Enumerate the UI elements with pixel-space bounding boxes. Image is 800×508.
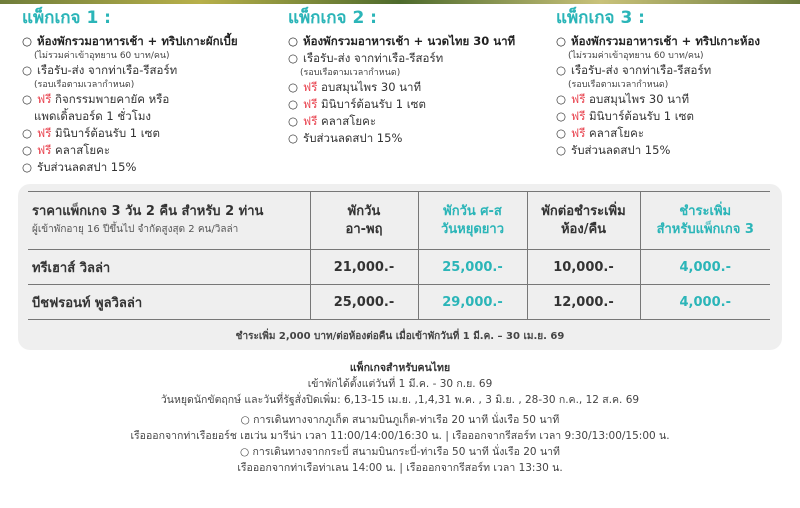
package-free: คลาสโยคะ — [321, 114, 377, 128]
free-label: ฟรี — [303, 80, 318, 94]
free-label: ฟรี — [37, 126, 52, 140]
free-label: ฟรี — [37, 143, 52, 157]
package-note: (รอบเรือตามเวลากำหนด) — [34, 80, 135, 90]
package-free: มินิบาร์ต้อนรับ 1 เซต — [55, 126, 160, 140]
info-krabi: ○ การเดินทางจากกระบี่ สนามบินกระบี่-ท่าเรือ 50 นาที นั่งเรือ 20 นาที — [240, 446, 560, 458]
info-krabi-boat: เรือออกจากท่าเรือท่าเลน 14:00 น. | เรือออกจากรีสอร์ท เวลา 13:30 น. — [237, 462, 563, 474]
package-note: (รอบเรือตามเวลากำหนด) — [300, 68, 401, 78]
price-card — [18, 184, 782, 350]
package-title: แพ็กเกจ 2 : — [288, 8, 377, 28]
table-row — [28, 250, 770, 285]
package-free: อบสมุนไพร 30 นาที — [321, 80, 422, 94]
free-label: ฟรี — [37, 92, 52, 106]
free-label: ฟรี — [303, 97, 318, 111]
col-header: วันหยุดยาว — [440, 221, 505, 237]
col-header: พักต่อชำระเพิ่ม — [541, 203, 626, 219]
price-cell: 12,000.- — [527, 285, 640, 320]
package-main: ห้องพักรวมอาหารเช้า + ทริปเกาะห้อง — [571, 34, 761, 48]
table-header-row — [28, 192, 770, 250]
info-phuket: ○ การเดินทางจากภูเก็ต สนามบินภูเก็ต-ท่าเรือ 20 นาที นั่งเรือ 50 นาที — [240, 414, 560, 426]
info-period: เข้าพักได้ตั้งแต่วันที่ 1 มี.ค. - 30 ก.ย. 69 — [307, 378, 493, 390]
package-1: แพ็กเกจ 1 : ○ ห้องพักรวมอาหารเช้า + ทริปเกาะผักเบี้ย (ไม่รวมค่าเข้าอุทยาน 60 บาท/คน) ○ เรือรับ-ส่ง จากท่าเรือ-รีสอร์ท (รอบเรือตามเวลากำหนด) ○ ฟรี กิจกรรมพายคายัค หรือ แพดเดิ้ลบอร์ด 1 ชั่วโมง ○ ฟรี มินิบาร์ต้อนรับ 1 เซต ○ ฟรี คลาสโยคะ ○ รับส่วนลดสปา 15% — [22, 8, 238, 174]
price-table — [28, 191, 770, 320]
header-photo-strip — [0, 0, 800, 4]
col-header: พักวัน — [347, 203, 381, 219]
row-name: บีชฟรอนท์ พูลวิลล่า — [28, 285, 310, 320]
table-subtitle: ผู้เข้าพักอายุ 16 ปีขึ้นไป จำกัดสูงสุด 2 คน/วิลล่า — [32, 223, 239, 235]
package-free: มินิบาร์ต้อนรับ 1 เซต — [321, 97, 426, 111]
package-2: แพ็กเกจ 2 : ○ ห้องพักรวมอาหารเช้า + นวดไทย 30 นาที ○ เรือรับ-ส่ง จากท่าเรือ-รีสอร์ท (รอบเรือตามเวลากำหนด) ○ ฟรี อบสมุนไพร 30 นาที ○ ฟรี มินิบาร์ต้อนรับ 1 เซต ○ ฟรี คลาสโยคะ ○ รับส่วนลดสปา 15% — [288, 8, 516, 145]
package-discount: รับส่วนลดสปา 15% — [37, 160, 137, 174]
table-footnote: ชำระเพิ่ม 2,000 บาท/ต่อห้องต่อคืน เมื่อเข้าพักวันที่ 1 มี.ค. – 30 เม.ย. 69 — [235, 331, 565, 342]
package-note: (ไม่รวมค่าเข้าอุทยาน 60 บาท/คน) — [34, 51, 170, 61]
package-main: ห้องพักรวมอาหารเช้า + นวดไทย 30 นาที — [303, 34, 516, 48]
package-free: มินิบาร์ต้อนรับ 1 เซต — [589, 109, 694, 123]
info-phuket-boat: เรือออกจากท่าเรือยอร์ช เฮเว่น มารีน่า เวลา 11:00/14:00/16:30 น. | เรือออกจากรีสอร์ท เวลา 9:30/13:00/15:00 น. — [130, 430, 670, 442]
price-cell: 25,000.- — [310, 285, 418, 320]
package-free: คลาสโยคะ — [589, 126, 645, 140]
package-free: กิจกรรมพายคายัค หรือ — [55, 92, 170, 106]
price-cell: 10,000.- — [527, 250, 640, 285]
col-header: ห้อง/คืน — [560, 221, 607, 237]
table-title: ราคาแพ็กเกจ 3 วัน 2 คืน สำหรับ 2 ท่าน — [32, 203, 264, 219]
free-label: ฟรี — [571, 109, 586, 123]
info-title: แพ็กเกจสำหรับคนไทย — [349, 362, 451, 374]
free-label: ฟรี — [571, 92, 586, 106]
free-label: ฟรี — [303, 114, 318, 128]
info-holidays: วันหยุดนักขัตฤกษ์ และวันที่รัฐสั่งปิดเพิ่ม: 6,13-15 เม.ย. ,1,4,31 พ.ค. , 3 มิ.ย. , 28-30 ก.ค., 12 ส.ค. 69 — [160, 394, 640, 406]
package-discount: รับส่วนลดสปา 15% — [571, 143, 671, 157]
package-boat: เรือรับ-ส่ง จากท่าเรือ-รีสอร์ท — [571, 63, 712, 77]
free-label: ฟรี — [571, 126, 586, 140]
package-note: (รอบเรือตามเวลากำหนด) — [568, 80, 669, 90]
package-note: (ไม่รวมค่าเข้าอุทยาน 60 บาท/คน) — [568, 51, 704, 61]
package-title: แพ็กเกจ 1 : — [22, 8, 111, 28]
price-cell: 25,000.- — [418, 250, 527, 285]
package-free: อบสมุนไพร 30 นาที — [589, 92, 690, 106]
package-boat: เรือรับ-ส่ง จากท่าเรือ-รีสอร์ท — [303, 51, 444, 65]
price-cell: 4,000.- — [640, 285, 770, 320]
table-row — [28, 285, 770, 320]
package-free-cont: แพดเดิ้ลบอร์ด 1 ชั่วโมง — [34, 109, 152, 123]
package-3: แพ็กเกจ 3 : ○ ห้องพักรวมอาหารเช้า + ทริปเกาะห้อง (ไม่รวมค่าเข้าอุทยาน 60 บาท/คน) ○ เรือรับ-ส่ง จากท่าเรือ-รีสอร์ท (รอบเรือตามเวลากำหนด) ○ ฟรี อบสมุนไพร 30 นาที ○ ฟรี มินิบาร์ต้อนรับ 1 เซต ○ ฟรี คลาสโยคะ ○ รับส่วนลดสปา 15% — [556, 8, 761, 157]
package-boat: เรือรับ-ส่ง จากท่าเรือ-รีสอร์ท — [37, 63, 178, 77]
info-section — [0, 360, 800, 476]
price-cell: 4,000.- — [640, 250, 770, 285]
col-header: สำหรับแพ็กเกจ 3 — [656, 221, 754, 237]
col-header: ชำระเพิ่ม — [679, 203, 732, 219]
package-free: คลาสโยคะ — [55, 143, 111, 157]
row-name: ทรีเฮาส์ วิลล่า — [28, 250, 310, 285]
col-header: อา-พฤ — [345, 221, 383, 237]
package-title: แพ็กเกจ 3 : — [556, 8, 645, 28]
price-cell: 29,000.- — [418, 285, 527, 320]
price-cell: 21,000.- — [310, 250, 418, 285]
col-header: พักวัน ศ-ส — [443, 203, 502, 219]
package-main: ห้องพักรวมอาหารเช้า + ทริปเกาะผักเบี้ย — [37, 34, 238, 48]
package-discount: รับส่วนลดสปา 15% — [303, 131, 403, 145]
